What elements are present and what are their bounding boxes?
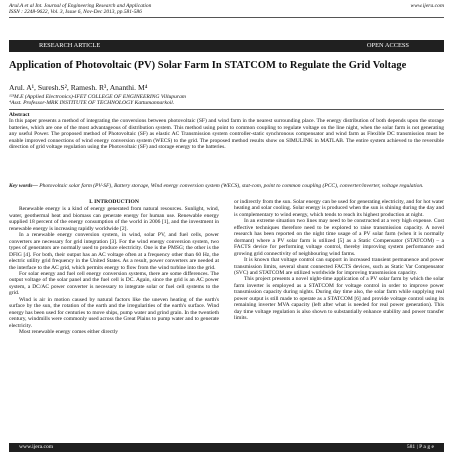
open-access-label: OPEN ACCESS (366, 42, 409, 49)
journal-header (9, 3, 444, 21)
article-banner (9, 40, 444, 52)
journal-line-1: Arul.A et al Int. Journal of Engineering Research and Application (9, 3, 152, 9)
body-column-right (234, 199, 444, 322)
keywords-text: Photovoltaic solar farm (PV-SF), Battery storage, Wind energy conversion system (WECS), stat-com, point to common coupling (PCC), converter/inverter, voltage regulation. (39, 183, 424, 189)
abstract-section (9, 112, 444, 150)
body-column-left (9, 199, 219, 336)
author-affiliations (9, 94, 444, 107)
paragraph: In a renewable energy conversion system, in wind, solar PV, and fuel cells, power converters are necessary for grid integration [3]. For the wind energy conversion system, two types of generators are normally used to produce electricity. One is the PMSG; the other is the DFIG [4]. For both, their output has an AC voltage often at a frequency other than 60 Hz, the electric utility grid frequency in the United States. As a result, power converters are needed at the interface to the AC grid, which permits energy to flow from the wind turbine into the grid. (9, 232, 219, 271)
paper-title: Application of Photovoltaic (PV) Solar Farm In STATCOM to Regulate the Grid Voltage (9, 60, 407, 71)
paper-authors: Arul. A¹, Suresh.S², Ramesh. R³, Ananthi. M⁴ (9, 83, 148, 92)
article-type-label: RESEARCH ARTICLE (39, 42, 101, 49)
abstract-text: In this paper presents a method of integrating the conversions between photovoltaic (SF) and wind farm in the nearest surrounding place. The energy distribution of both depends upon the storage batteries, which are one of the most advantageous of distribution system. This method using point to common coupling to regulate voltage on the line night, when the solar farm is not generating any useful Power. The proposed method of Photovoltaic (SF) as elastic AC Transmission system controller-static synchronous compensator and wind farm as Flexible DC transmission must be enable improved connections of wind energy conversion system (WECS) to the grid. The proposed method results show on SIMULINK in MATLAB. The entire system achieved to the reversible direction of grid voltage regulation using the Photovoltaic (SF) and storage energy to the batteries. (9, 118, 444, 151)
paragraph: Renewable energy is a kind of energy generated from natural resources. Sunlight, wind, water, geothermal heat and biomass can generate energy for human use. Renewable energy supplied 18 percent of the energy consumption of the world in 2006 [1], and the investment in renewable energy is increasing rapidly worldwide [2]. (9, 206, 219, 232)
paragraph: This project presents a novel night-time application of a PV solar farm by which the solar farm inverter is employed as a STATCOM for voltage control in order to improve power transmission capacity during nights. During day time also, the solar farm while supplying real power output is still made to operate as a STATCOM [6] and provide voltage control using its remaining inverter MVA capacity (left after what is needed for real power generation). This day time voltage regulation is also shown to substantially enhance stability and power transfer limits. (234, 276, 444, 322)
page-footer (9, 443, 444, 452)
section-heading: I. INTRODUCTION (89, 199, 139, 205)
journal-line-2: ISSN : 2248-9622, Vol. 3, Issue 6, Nov-Dec 2013, pp.581-586 (9, 9, 142, 16)
affiliation-line-2: ⁴Asst. Professor-MRK INSTITUTE OF TECHNOLOGY Kattumannarkoil. (9, 100, 175, 107)
header-divider (9, 17, 444, 18)
keywords-section (9, 183, 444, 189)
paragraph: Most renewable energy comes either directly (19, 329, 119, 336)
paragraph: or indirectly from the sun. Solar energy can be used for generating electricity, and for hot water heating and solar cooling. Solar energy is produced when the sun is shining during the day and is complementary to wind energy, which tends to reach its highest production at night. (234, 199, 444, 218)
paragraph: It is known that voltage control can support in increased transient permanence and power transmission limits, several shunt connected FACTS devices, such as Static Var Compensator (SVC) and STATCOM are utilized worldwide for improving transmission capacity. (234, 257, 444, 276)
title-divider (9, 109, 444, 110)
paragraph: For solar energy and fuel cell energy conversion systems, there are some differences. The output voltage of the solar panel and the fuel cell is DC. Again, since the grid is an AC power system, a DC/AC power converter is necessary to integrate solar or fuel cell systems to the grid. (9, 270, 219, 297)
paragraph: Wind is air in motion caused by natural factors like the uneven heating of the earth's surface by the sun, the rotation of the earth and the irregularities of the earth's surface. Wind energy has been used for centuries to move ships, pump water and grind grain. In the twentieth century, windmills were commonly used across the Great Plains to pump water and to generate electricity. (9, 296, 219, 329)
paragraph: In an extreme situation two lines may need to be constructed at a very high expense. Cost effective techniques therefore need to be explored to raise transmission capacity. A novel research has been reported on the night time usage of a PV solar farm (when it is normally dormant) where a PV solar farm is utilized [5] as a Static Compensator (STATCOM) – a FACTS device for performing voltage control, thereby improving system performance and growing grid connectivity of neighbouring wind farms. (234, 218, 444, 257)
journal-citation (9, 3, 151, 16)
abstract-label: Abstract (9, 112, 30, 118)
journal-website-link[interactable]: www.ijera.com (410, 3, 444, 9)
affiliation-line-1: ¹²³M.E (Applied Electronics)-IFET COLLEGE OF ENGINEERING Villupuram (9, 94, 186, 100)
page-number: 581 | P a g e (406, 444, 434, 450)
footer-website-link[interactable]: www.ijera.com (19, 444, 54, 450)
keywords-label: Key words— (9, 183, 38, 189)
